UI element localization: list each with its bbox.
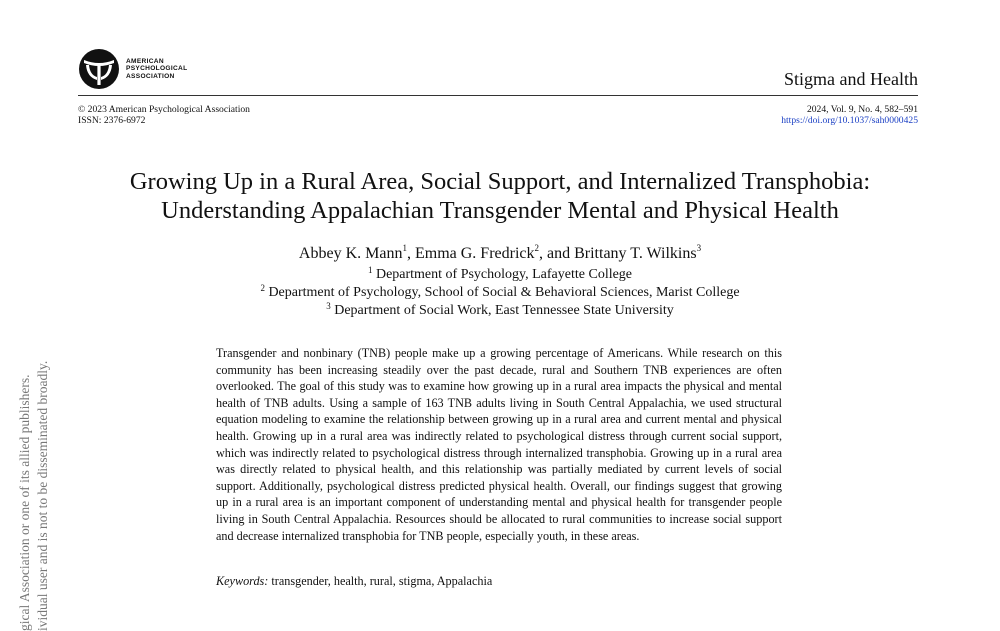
author-name: Brittany T. Wilkins bbox=[574, 245, 697, 262]
keywords-label: Keywords: bbox=[216, 574, 269, 588]
keywords-text: transgender, health, rural, stigma, Appalachia bbox=[271, 574, 493, 588]
affiliation-text: Department of Psychology, School of Social & Behavioral Sciences, Marist College bbox=[268, 285, 740, 300]
author-separator: , bbox=[406, 245, 415, 262]
paper-title bbox=[40, 167, 960, 225]
copyright-block bbox=[78, 104, 250, 126]
header-rule bbox=[78, 95, 918, 96]
journal-name: Stigma and Health bbox=[784, 69, 918, 89]
author-name: Abbey K. Mann bbox=[298, 245, 403, 262]
affiliation bbox=[0, 285, 1000, 301]
author-affiliation-number: 3 bbox=[696, 243, 702, 253]
affiliation-text: Department of Psychology, Lafayette College bbox=[375, 267, 633, 282]
keywords bbox=[216, 574, 492, 589]
title-line-1: Growing Up in a Rural Area, Social Support, and Internalized Transphobia: bbox=[129, 168, 871, 195]
affiliation-number: 1 bbox=[367, 265, 373, 275]
publisher-name: AMERICAN PSYCHOLOGICAL ASSOCIATION bbox=[126, 57, 188, 80]
affiliation bbox=[0, 303, 1000, 319]
affiliation-text: Department of Social Work, East Tennessee State University bbox=[334, 303, 674, 318]
author-separator: , and bbox=[539, 245, 575, 262]
side-notice-line-2: ividual user and is not to be disseminated broadly. bbox=[35, 360, 50, 631]
citation: 2024, Vol. 9, No. 4, 582–591 bbox=[806, 104, 918, 115]
publisher-logo bbox=[78, 48, 187, 90]
copyright: © 2023 American Psychological Association bbox=[78, 104, 250, 115]
author-list bbox=[0, 245, 1000, 263]
title-line-2: Understanding Appalachian Transgender Mental and Physical Health bbox=[161, 197, 839, 224]
copyright-side-notice bbox=[16, 361, 52, 631]
affiliation-number: 2 bbox=[260, 283, 265, 293]
author-name: Emma G. Fredrick bbox=[414, 245, 535, 262]
issn: ISSN: 2376-6972 bbox=[78, 115, 146, 126]
author-affiliation-number: 1 bbox=[402, 243, 407, 253]
apa-logo-icon bbox=[78, 48, 120, 90]
affiliation bbox=[0, 267, 1000, 283]
affiliation-number: 3 bbox=[326, 301, 331, 311]
abstract: Transgender and nonbinary (TNB) people make up a growing percentage of Americans. While research on this community has been increasing steadily over the past decade, rural and Southern TNB experiences are often overlooked. The goal of this study was to examine how growing up in a rural area impacts the physical and mental health of TNB adults. Using a sample of 163 TNB adults living in South Central Appalachia, we used structural equation modeling to examine the relationship between growing up in a rural area and current mental and physical health. Growing up in a rural area was indirectly related to psychological distress through current social support, which was indirectly related to psychological distress through internalized transphobia. Growing up in a rural area was directly related to physical health, and this relationship was partially mediated by current levels of social support. Additionally, psychological distress predicted physical health. Overall, our findings suggest that growing up in a rural area is an important component of understanding mental and physical health for transgender people living in South Central Appalachia. Resources should be allocated to rural communities to increase social support and decrease internalized transphobia for TNB people, especially youth, in these areas. bbox=[216, 346, 782, 543]
side-notice-line-1: gical Association or one of its allied publishers. bbox=[17, 374, 32, 631]
citation-block bbox=[781, 104, 918, 126]
author-affiliation-number: 2 bbox=[534, 243, 539, 253]
doi-link[interactable]: https://doi.org/10.1037/sah0000425 bbox=[781, 115, 918, 126]
